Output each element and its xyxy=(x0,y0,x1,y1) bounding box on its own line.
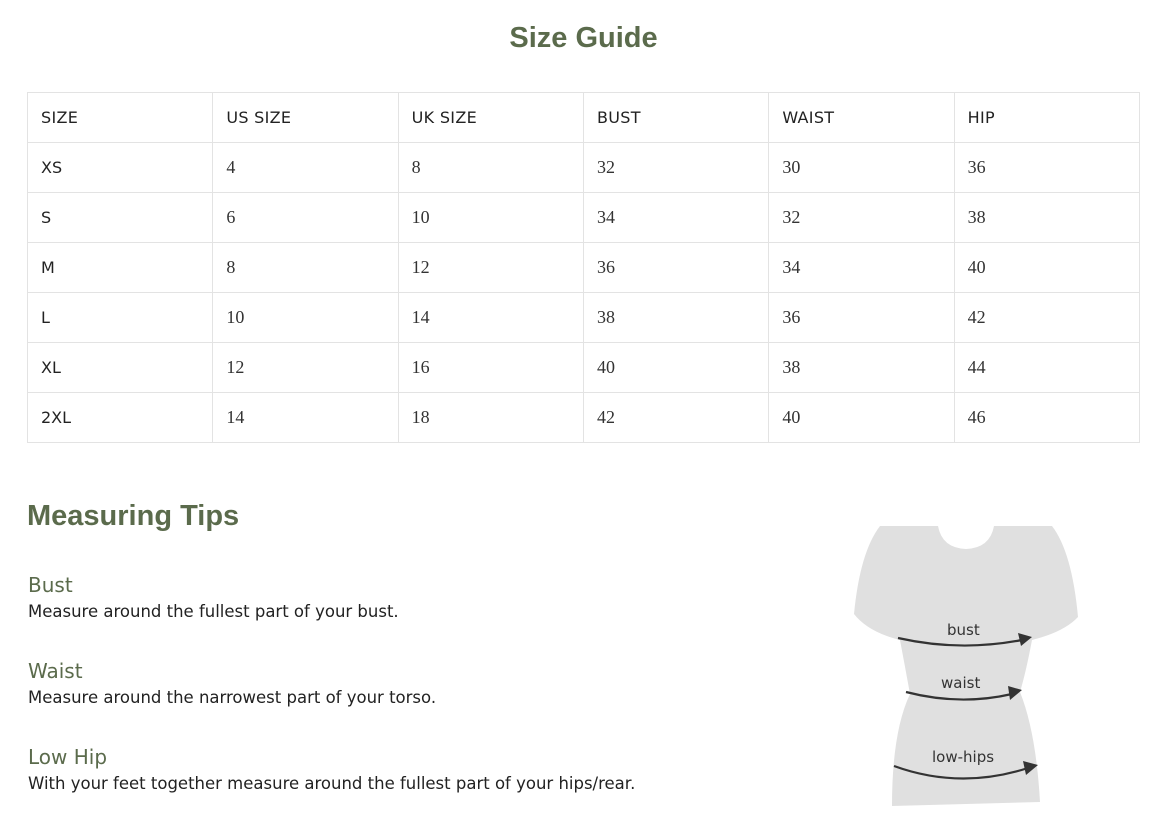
table-row xyxy=(28,193,1140,243)
bust-label: bust xyxy=(947,621,980,639)
page-title: Size Guide xyxy=(509,22,658,54)
tip-heading: Waist xyxy=(28,659,83,683)
tip-low-hip xyxy=(28,744,635,796)
table-row xyxy=(28,293,1140,343)
cell-size: XL xyxy=(28,343,213,393)
table-row xyxy=(28,393,1140,443)
tip-heading: Low Hip xyxy=(28,745,108,769)
cell-size: S xyxy=(28,193,213,243)
hips-label: low-hips xyxy=(932,748,995,766)
cell-bust: 42 xyxy=(583,393,768,443)
table-row xyxy=(28,243,1140,293)
column-header-uk-size: UK SIZE xyxy=(398,93,583,143)
tip-waist xyxy=(28,658,436,710)
cell-waist: 30 xyxy=(769,143,954,193)
cell-uk-size: 12 xyxy=(398,243,583,293)
cell-hip: 40 xyxy=(954,243,1139,293)
cell-uk-size: 8 xyxy=(398,143,583,193)
cell-uk-size: 10 xyxy=(398,193,583,243)
cell-size: 2XL xyxy=(28,393,213,443)
cell-hip: 38 xyxy=(954,193,1139,243)
cell-waist: 40 xyxy=(769,393,954,443)
cell-size: XS xyxy=(28,143,213,193)
cell-uk-size: 16 xyxy=(398,343,583,393)
column-header-us-size: US SIZE xyxy=(213,93,398,143)
waist-label: waist xyxy=(941,674,981,692)
tip-bust xyxy=(28,572,399,624)
cell-bust: 40 xyxy=(583,343,768,393)
cell-bust: 32 xyxy=(583,143,768,193)
cell-uk-size: 14 xyxy=(398,293,583,343)
column-header-bust: BUST xyxy=(583,93,768,143)
cell-us-size: 4 xyxy=(213,143,398,193)
cell-us-size: 14 xyxy=(213,393,398,443)
cell-us-size: 6 xyxy=(213,193,398,243)
tip-text: Measure around the fullest part of your bust. xyxy=(28,602,399,621)
column-header-hip: HIP xyxy=(954,93,1139,143)
cell-bust: 36 xyxy=(583,243,768,293)
tip-text: Measure around the narrowest part of your torso. xyxy=(28,688,437,707)
cell-hip: 44 xyxy=(954,343,1139,393)
cell-bust: 38 xyxy=(583,293,768,343)
tip-text: With your feet together measure around the fullest part of your hips/rear. xyxy=(28,774,636,793)
measuring-tips-title: Measuring Tips xyxy=(27,500,240,532)
cell-size: M xyxy=(28,243,213,293)
size-guide-table xyxy=(27,92,1140,443)
tshirt-measurement-illustration-icon xyxy=(850,522,1082,812)
cell-hip: 42 xyxy=(954,293,1139,343)
cell-hip: 46 xyxy=(954,393,1139,443)
cell-us-size: 8 xyxy=(213,243,398,293)
cell-bust: 34 xyxy=(583,193,768,243)
cell-waist: 38 xyxy=(769,343,954,393)
cell-us-size: 10 xyxy=(213,293,398,343)
cell-us-size: 12 xyxy=(213,343,398,393)
cell-waist: 34 xyxy=(769,243,954,293)
cell-waist: 36 xyxy=(769,293,954,343)
column-header-size: SIZE xyxy=(28,93,213,143)
cell-uk-size: 18 xyxy=(398,393,583,443)
cell-size: L xyxy=(28,293,213,343)
cell-waist: 32 xyxy=(769,193,954,243)
column-header-waist: WAIST xyxy=(769,93,954,143)
table-row xyxy=(28,343,1140,393)
table-header-row xyxy=(28,93,1140,143)
tip-heading: Bust xyxy=(28,573,73,597)
table-row xyxy=(28,143,1140,193)
cell-hip: 36 xyxy=(954,143,1139,193)
